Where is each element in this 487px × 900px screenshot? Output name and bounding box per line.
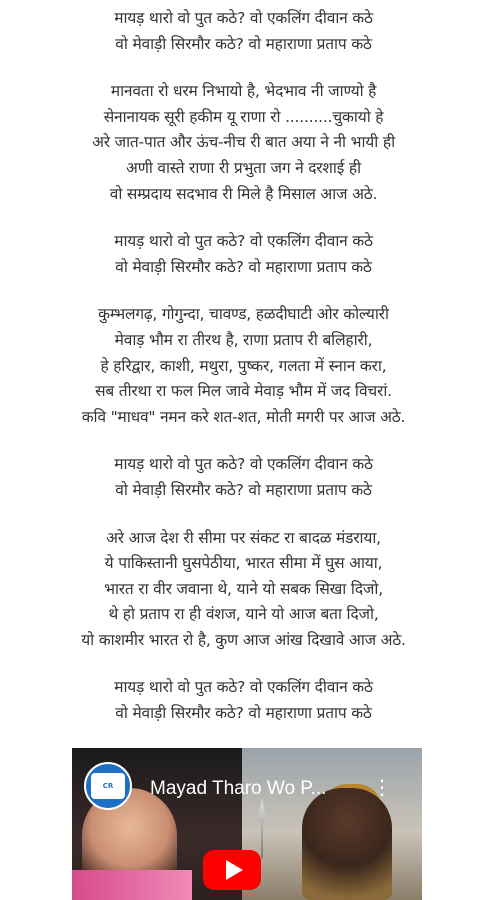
lyric-line: कवि "माधव" नमन करे शत-शत, मोती मगरी पर आज अठे. bbox=[81, 407, 406, 426]
stanza bbox=[0, 6, 487, 57]
lyric-line: अरे आज देश री सीमा पर संकट रा बादळ मंडराया, bbox=[106, 528, 381, 547]
lyric-line: मानवता रो धरम निभायो है, भेदभाव नी जाण्यो है bbox=[110, 82, 377, 101]
stanza bbox=[0, 229, 487, 280]
lyric-line: सब तीरथा रा फल मिल जावे मेवाड़ भौम में जद विचरां. bbox=[95, 382, 392, 401]
lyric-line: यो काशमीर भारत रो है, कुण आज आंख दिखावे आज अठे. bbox=[81, 630, 406, 649]
lyric-line: सेनानायक सूरी हकीम यू राणा रो ..........चुकायो हे bbox=[103, 107, 384, 126]
lyric-line: वो सम्प्रदाय सदभाव री मिले है मिसाल आज अठे. bbox=[109, 184, 378, 203]
vertical-dots-icon[interactable]: ⋮ bbox=[372, 775, 392, 799]
lyric-line: हे हरिद्वार, काशी, मथुरा, पुष्कर, गलता में स्नान करा, bbox=[100, 356, 387, 375]
lyric-line: मायड़ थारो वो पुत कठे? वो एकलिंग दीवान कठे bbox=[114, 232, 373, 251]
channel-logo[interactable] bbox=[84, 762, 132, 810]
lyric-line: मायड़ थारो वो पुत कठे? वो एकलिंग दीवान कठे bbox=[114, 9, 373, 27]
lyric-line: मेवाड़ भौम रा तीरथ है, राणा प्रताप री बलिहारी, bbox=[114, 330, 373, 349]
stanza bbox=[0, 79, 487, 207]
lyric-line: वो मेवाड़ी सिरमौर कठे? वो महाराणा प्रताप कठे bbox=[115, 257, 372, 276]
lyric-line: मायड़ थारो वो पुत कठे? वो एकलिंग दीवान कठे bbox=[114, 455, 373, 474]
stanza bbox=[0, 675, 487, 726]
lyric-line: वो मेवाड़ी सिरमौर कठे? वो महाराणा प्रताप कठे bbox=[115, 704, 372, 723]
warrior-portrait bbox=[302, 788, 392, 900]
lyric-line: भारत रा वीर जवाना थे, याने यो सबक सिखा दिजो, bbox=[104, 579, 383, 598]
lyric-line: कुम्भलगढ़, गोगुन्दा, चावण्ड, हळदीघाटी ओर कोल्यारी bbox=[98, 305, 389, 324]
singer-shirt bbox=[72, 870, 192, 900]
stanza bbox=[0, 302, 487, 430]
embedded-youtube-video[interactable] bbox=[72, 748, 422, 900]
lyric-line: वो मेवाड़ी सिरमौर कठे? वो महाराणा प्रताप कठे bbox=[115, 480, 372, 499]
channel-logo-text: CR bbox=[102, 782, 114, 790]
channel-logo-badge bbox=[91, 773, 125, 799]
stanza bbox=[0, 452, 487, 503]
lyric-line: अरे जात-पात और ऊंच-नीच री बात अया ने नी भायी ही bbox=[92, 133, 395, 152]
lyric-line: मायड़ थारो वो पुत कठे? वो एकलिंग दीवान कठे bbox=[114, 678, 373, 697]
lyrics-body bbox=[0, 6, 487, 749]
play-triangle-icon bbox=[226, 860, 243, 880]
youtube-play-icon[interactable] bbox=[203, 850, 261, 890]
stanza bbox=[0, 526, 487, 654]
lyric-line: अणी वास्ते राणा री प्रभुता जग ने दरशाई ही bbox=[126, 158, 361, 177]
lyric-line: वो मेवाड़ी सिरमौर कठे? वो महाराणा प्रताप कठे bbox=[115, 34, 372, 53]
lyric-line: ये पाकिस्तानी घुसपेठीया, भारत सीमा में घुस आया, bbox=[104, 554, 383, 573]
lyric-line: थे हो प्रताप रा ही वंशज, याने यो आज बता दिजो, bbox=[108, 605, 379, 624]
video-title[interactable]: Mayad Tharo Wo P... bbox=[150, 778, 327, 799]
